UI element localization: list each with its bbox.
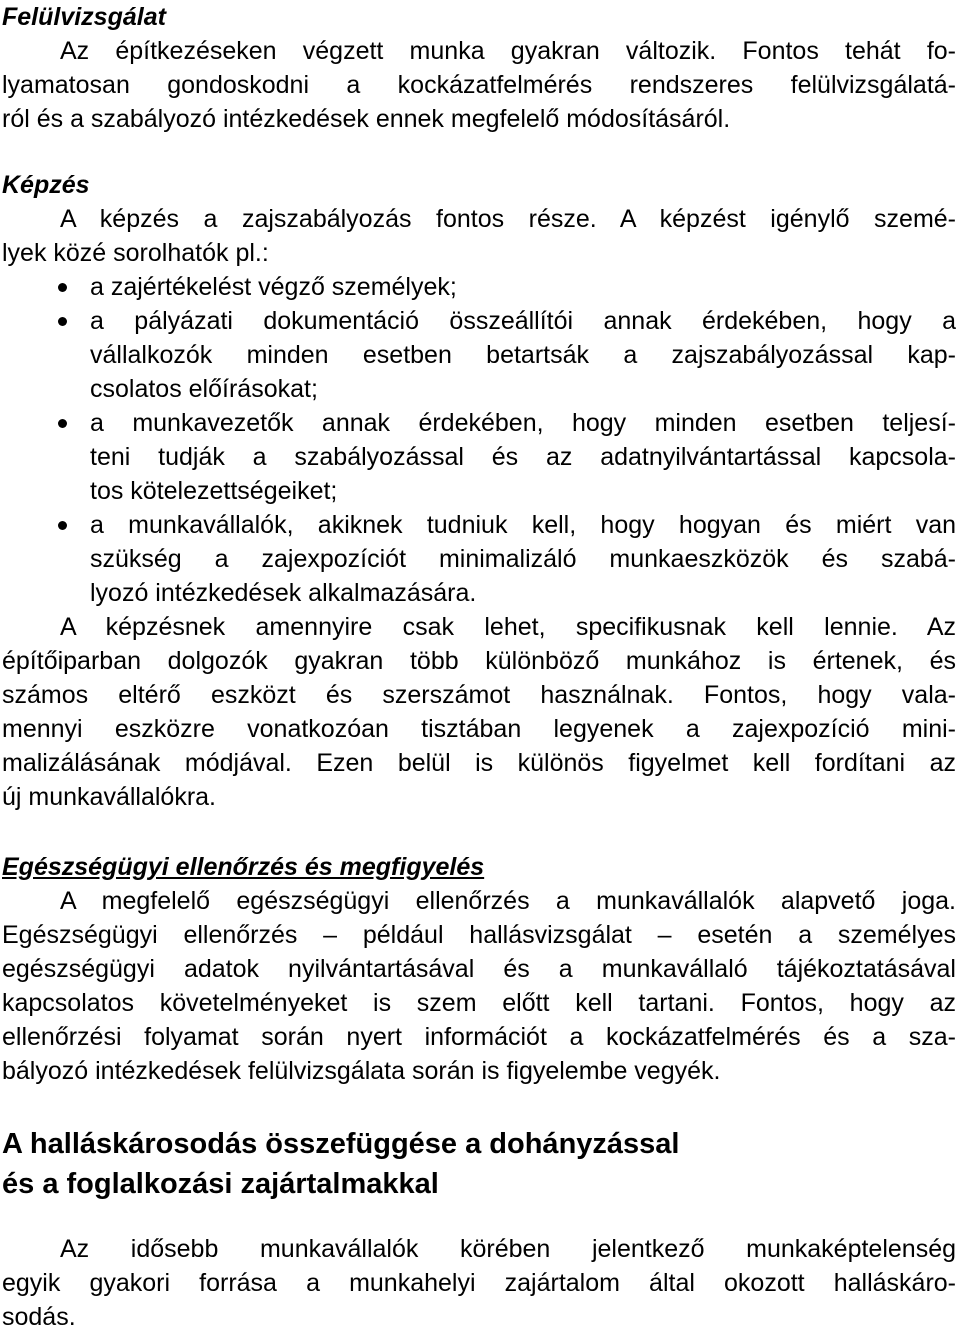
heading-kepzes: Képzés — [2, 171, 90, 199]
paragraph-line: A megfelelő egészségügyi ellenőrzés a munkavállalók alapvető joga. — [60, 887, 956, 915]
bullet-icon — [58, 419, 67, 428]
bullet-text: a zajértékelést végző személyek; — [90, 273, 457, 301]
bullet-text: lyozó intézkedések alkalmazására. — [90, 579, 477, 607]
paragraph-line: kapcsolatos követelményeket is szem előtt kell tartani. Fontos, hogy az — [2, 989, 956, 1017]
bullet-text: a pályázati dokumentáció összeállítói annak érdekében, hogy a — [90, 307, 956, 335]
bullet-text: csolatos előírásokat; — [90, 375, 318, 403]
bullet-text: a munkavezetők annak érdekében, hogy minden esetben teljesí- — [90, 409, 956, 437]
bullet-icon — [58, 283, 67, 292]
paragraph-line: lyek közé sorolhatók pl.: — [2, 239, 269, 267]
heading-egeszsegugyi: Egészségügyi ellenőrzés és megfigyelés — [2, 853, 485, 881]
paragraph-line: A képzésnek amennyire csak lehet, specifikusnak kell lennie. Az — [60, 613, 956, 641]
bullet-text: tos kötelezettségeiket; — [90, 477, 338, 505]
heading-felulvizsgalat: Felülvizsgálat — [2, 3, 166, 31]
bullet-icon — [58, 317, 67, 326]
bullet-text: a munkavállalók, akiknek tudniuk kell, hogy hogyan és miért van — [90, 511, 956, 539]
bullet-text: vállalkozók minden esetben betartsák a zajszabályozással kap- — [90, 341, 956, 369]
paragraph-line: malizálásának módjával. Ezen belül is különös figyelmet kell fordítani az — [2, 749, 956, 777]
heading-hallaskarosodas-line2: és a foglalkozási zajártalmakkal — [2, 1168, 439, 1200]
bullet-item — [2, 270, 956, 304]
paragraph-line: mennyi eszközre vonatkozóan tisztában legyenek a zajexpozíció mini- — [2, 715, 956, 743]
paragraph-line: Egészségügyi ellenőrzés – például hallásvizsgálat – esetén a személyes — [2, 921, 956, 949]
paragraph-line: Az építkezéseken végzett munka gyakran változik. Fontos tehát fo- — [60, 37, 956, 65]
bullet-text: teni tudják a szabályozással és az adatnyilvántartással kapcsola- — [90, 443, 956, 471]
paragraph-line: bályozó intézkedések felülvizsgálata során is figyelembe vegyék. — [2, 1057, 721, 1085]
paragraph-line: egészségügyi adatok nyilvántartásával és a munkavállaló tájékoztatásával — [2, 955, 956, 983]
bullet-item — [2, 304, 956, 338]
bullet-text: szükség a zajexpozíciót minimalizáló munkaeszközök és szabá- — [90, 545, 956, 573]
bullet-icon — [58, 521, 67, 530]
bullet-item — [2, 406, 956, 440]
bullet-item — [2, 508, 956, 542]
paragraph-line: A képzés a zajszabályozás fontos része. A képzést igénylő szemé- — [60, 205, 956, 233]
paragraph-line: építőiparban dolgozók gyakran több különböző munkához is értenek, és — [2, 647, 956, 675]
paragraph-line: számos eltérő eszközt és szerszámot használnak. Fontos, hogy vala- — [2, 681, 956, 709]
heading-hallaskarosodas: A halláskárosodás összefüggése a dohányzással — [2, 1128, 680, 1160]
paragraph-line: sodás. — [2, 1303, 76, 1331]
paragraph-line: ról és a szabályozó intézkedések ennek megfelelő módosításáról. — [2, 105, 731, 133]
paragraph-line: lyamatosan gondoskodni a kockázatfelmérés rendszeres felülvizsgálatá- — [2, 71, 956, 99]
paragraph-line: ellenőrzési folyamat során nyert információt a kockázatfelmérés és a sza- — [2, 1023, 956, 1051]
paragraph-line: Az idősebb munkavállalók körében jelentkező munkaképtelenség — [60, 1235, 956, 1263]
paragraph-line: új munkavállalókra. — [2, 783, 216, 811]
paragraph-line: egyik gyakori forrása a munkahelyi zajártalom által okozott halláskáro- — [2, 1269, 956, 1297]
